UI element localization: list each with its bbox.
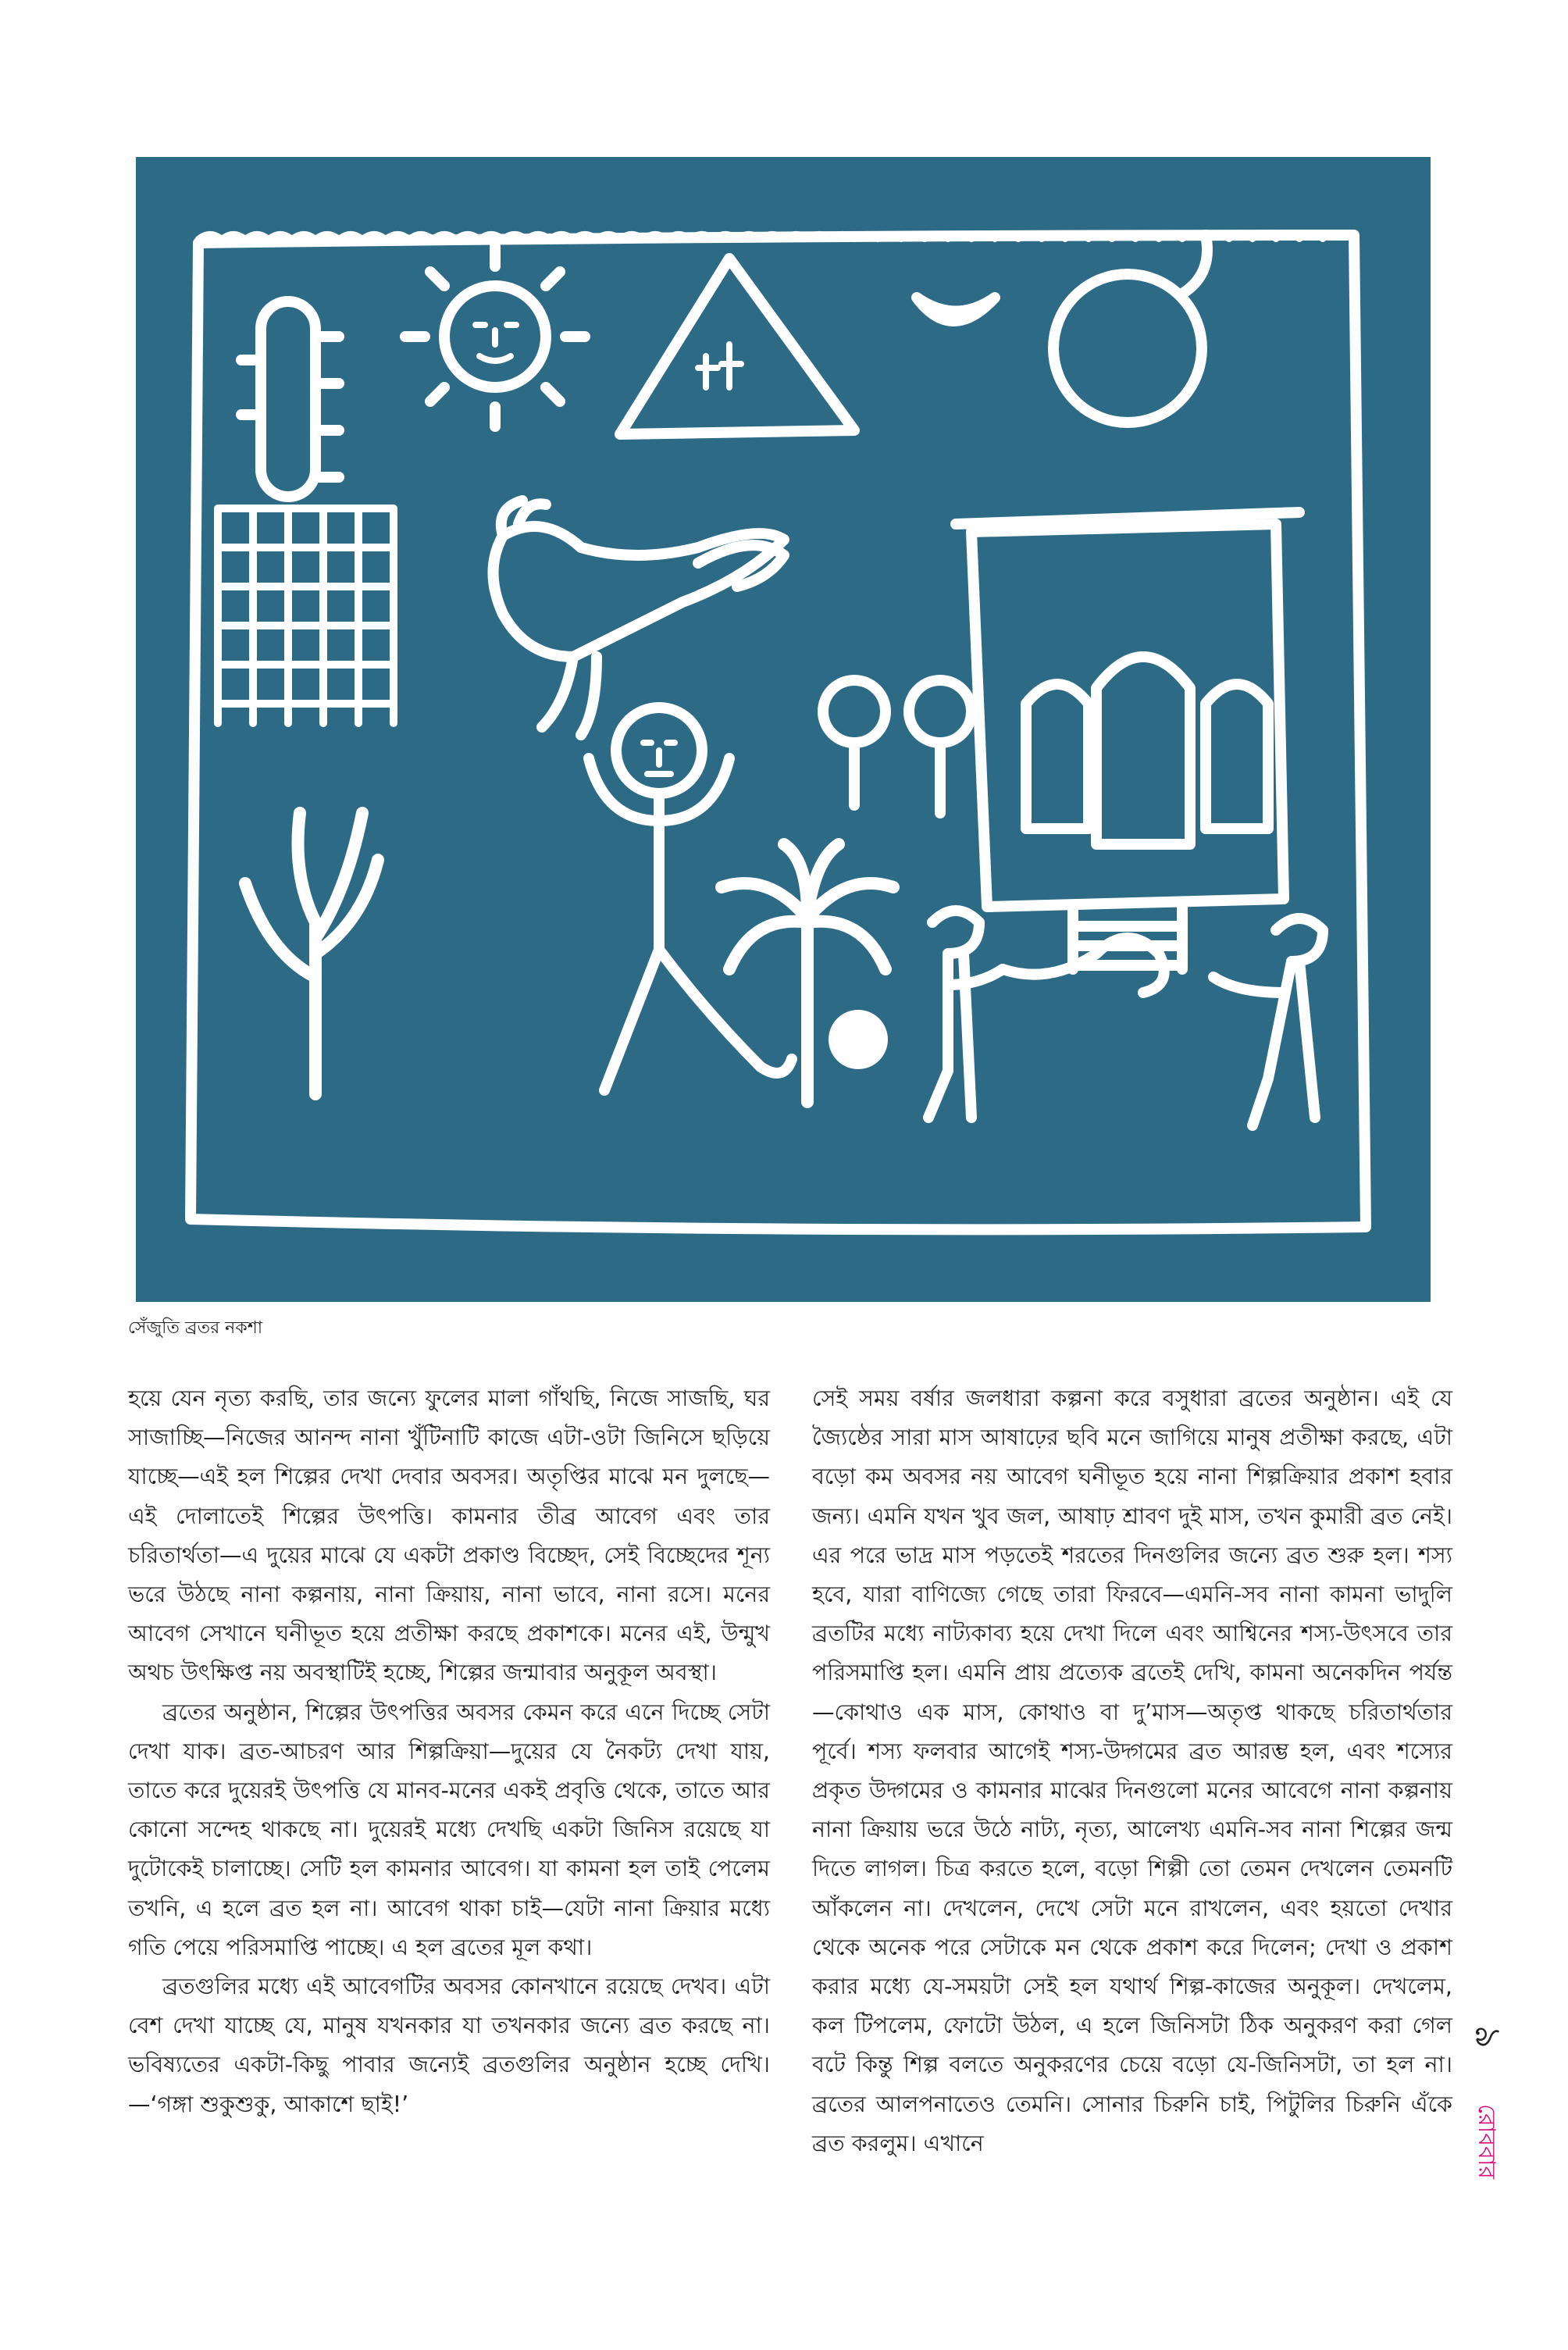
chalk-drawing <box>136 157 1431 1302</box>
illustration-caption: সেঁজুতি ব্রতর নকশা <box>128 1318 263 1338</box>
figure-left <box>928 911 1003 1118</box>
article-left-column <box>128 1379 770 2124</box>
grid-net <box>218 508 394 723</box>
figure-right <box>1213 918 1323 1125</box>
triangle-shrine <box>620 259 854 434</box>
comb-shape <box>261 301 315 497</box>
window-right <box>1206 684 1268 829</box>
door-center <box>1096 657 1190 844</box>
bird-legs <box>542 657 597 735</box>
mirror-left <box>823 680 886 743</box>
crescent-moon <box>917 298 995 321</box>
stick-figure-face <box>643 743 675 774</box>
paragraph: সেই সময় বর্ষার জলধারা কল্পনা করে বসুধারা ব্রতের অনুষ্ঠান। এই যে জ্যৈষ্ঠের সারা মাস আষাঢ়ের ছবি মনে জাগিয়ে মানুষ প্রতীক্ষা করছে, এটা বড়ো কম অবসর নয় আবেগ ঘনীভূত হয়ে নানা শিল্পক্রিয়ার প্রকাশ হবার জন্য। এমনি যখন খুব জল, আষাঢ় শ্রাবণ দুই মাস, তখন কুমারী ব্রত নেই। এর পরে ভাদ্র মাস পড়তেই শরতের দিনগুলির জন্যে ব্রত শুরু হল। শস্য হবে, যারা বাণিজ্যে গেছে তারা ফিরবে—এমনি-সব নানা কামনা ভাদুলি ব্রতটির মধ্যে নাট্যকাব্য হয়ে দেখা দিলে এবং আশ্বিনের শস্য-উৎসবে তার পরিসমাপ্তি হল। এমনি প্রায় প্রত্যেক ব্রতেই দেখি, কামনা অনেকদিন পর্যন্ত—কোথাও এক মাস, কোথাও বা দু’মাস—অতৃপ্ত থাকছে চরিতার্থতার পূর্বে। শস্য ফলবার আগেই শস্য-উদ্গমের ব্রত আরম্ভ হল, এবং শস্যের প্রকৃত উদ্গমের ও কামনার মাঝের দিনগুলো মনের আবেগে নানা কল্পনায় নানা ক্রিয়ায় ভরে উঠে নাট্য, নৃত্য, আলেখ্য এমনি-সব নানা শিল্পের জন্ম দিতে লাগল। চিত্র করতে হলে, বড়ো শিল্পী তো তেমন দেখলেন তেমনটি আঁকলেন না। দেখলেন, দেখে সেটা মনে রাখলেন, এবং হয়তো দেখার থেকে অনেক পরে সেটাকে মন থেকে প্রকাশ করে দিলেন; দেখা ও প্রকাশ করার মধ্যে যে-সময়টা সেই হল যথার্থ শিল্প-কাজের অনুকূল। দেখলেম, কল টিপলেম, ফোটো উঠল, এ হলে জিনিসটা ঠিক অনুকরণ করা গেল বটে কিন্তু শিল্প বলতে অনুকরণের চেয়ে বড়ো যে-জিনিসটা, তা হল না। ব্রতের আলপনাতেও তেমনি। সোনার চিরুনি চাই, পিটুলির চিরুনি এঁকে ব্রত করলুম। এখানে <box>812 1385 1452 2156</box>
paragraph: ব্রতগুলির মধ্যে এই আবেগটির অবসর কোনখানে রয়েছে দেখব। এটা বেশ দেখা যাচ্ছে যে, মানুষ যখনকার যা তখনকার জন্যে ব্রত করছে না। ভবিষ্যতের একটা-কিছু পাবার জন্যেই ব্রতগুলির অনুষ্ঠান হচ্ছে দেখি।—‘গঙ্গা শুকুশুকু, আকাশে ছাই!’ <box>128 1974 770 2117</box>
mirror-right <box>909 680 971 743</box>
paragraph: হয়ে যেন নৃত্য করছি, তার জন্যে ফুলের মালা গাঁথছি, নিজে সাজছি, ঘর সাজাচ্ছি—নিজের আনন্দ নানা খুঁটিনাটি কাজে এটা-ওটা জিনিসে ছড়িয়ে যাচ্ছে—এই হল শিল্পের দেখা দেবার অবসর। অতৃপ্তির মাঝে মন দুলছে—এই দোলাতেই শিল্পের উৎপত্তি। কামনার তীব্র আবেগ এবং তার চরিতার্থতা—এ দুয়ের মাঝে যে একটা প্রকাণ্ড বিচ্ছেদ, সেই বিচ্ছেদের শূন্য ভরে উঠছে নানা কল্পনায়, নানা ক্রিয়ায়, নানা ভাবে, নানা রসে। মনের আবেগ সেখানে ঘনীভূত হয়ে প্রতীক্ষা করছে প্রকাশকে। মনের এই, উন্মুখ অথচ উৎক্ষিপ্ত নয় অবস্থাটিই হচ্ছে, শিল্পের জন্মাবার অনুকূল অবস্থা। <box>128 1385 770 1686</box>
bird-tail <box>698 545 784 587</box>
triangle-figures <box>698 344 741 387</box>
window-left <box>1026 684 1089 829</box>
senjuti-brata-alpana-illustration <box>136 157 1431 1302</box>
sun-features <box>476 325 516 361</box>
page-number: ৯ <box>1467 2025 1509 2049</box>
ball <box>829 1010 888 1069</box>
paragraph: ব্রতের অনুষ্ঠান, শিল্পের উৎপত্তির অবসর কেমন করে এনে দিচ্ছে সেটা দেখা যাক। ব্রত-আচরণ আর শিল্পক্রিয়া—দুয়ের যে নৈকট্য দেখা যায়, তাতে করে দুয়েরই উৎপত্তি যে মানব-মনের একই প্রবৃত্তি থেকে, তাতে আর কোনো সন্দেহ থাকছে না। দুয়েরই মধ্যে দেখছি একটা জিনিস রয়েছে যা দুটোকেই চালাচ্ছে। সেটি হল কামনার আবেগ। যা কামনা হল তাই পেলেম তখনি, এ হলে ব্রত হল না। আবেগ থাকা চাই—যেটা নানা ক্রিয়ার মধ্যে গতি পেয়ে পরিসমাপ্তি পাচ্ছে। এ হল ব্রতের মূল কথা। <box>128 1699 770 1960</box>
tree-left <box>245 813 378 1094</box>
magazine-name: রোববার <box>1473 2104 1500 2179</box>
fruit-stem <box>1182 235 1207 294</box>
article-right-column <box>812 1379 1452 2163</box>
